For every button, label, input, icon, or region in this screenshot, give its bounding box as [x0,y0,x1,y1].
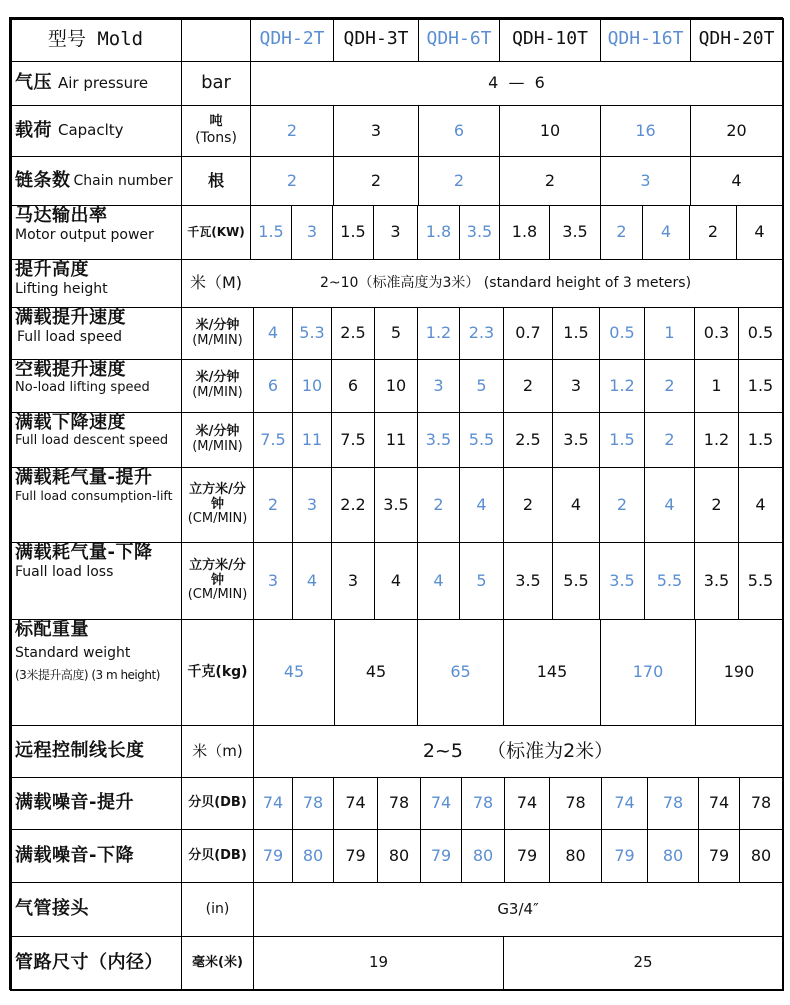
consumption-lower-cell: 4 [374,542,418,620]
consumption-lower-cell: 5 [459,542,504,620]
descent-speed-cell: 7.5 [331,412,375,468]
capacity-20t: 20 [690,105,783,157]
row-label-noise-lower: 满载噪音-下降 [9,829,182,883]
motor-cell: 3.5 [459,205,500,260]
descent-speed-cell: 3.5 [417,412,460,468]
row-label-consumption-lift: 满载耗气量-提升 Full load consumption-lift [9,467,182,543]
unit-noise-lift: 分贝(DB) [181,777,254,830]
full-load-speed-cell: 0.7 [503,307,553,360]
noise-lower-cell: 79 [698,829,740,883]
no-load-speed-cell: 6 [253,359,293,413]
noise-lift-cell: 78 [461,777,505,830]
unit-remote-cable: 米（m) [181,725,254,778]
consumption-lower-cell: 3 [253,542,293,620]
noise-lift-cell: 74 [253,777,293,830]
motor-cell: 1.5 [332,205,374,260]
consumption-lift-cell: 3.5 [374,467,418,543]
consumption-lower-cell: 3 [331,542,375,620]
descent-speed-cell: 2 [644,412,695,468]
chain-16t: 3 [600,156,691,206]
consumption-lower-cell: 5.5 [644,542,695,620]
no-load-speed-cell: 10 [374,359,418,413]
no-load-speed-cell: 2 [644,359,695,413]
value-air-fitting: G3/4″ [253,882,783,937]
consumption-lift-cell: 2 [599,467,645,543]
row-label-remote-cable: 远程控制线长度 [9,725,182,778]
value-air-pressure: 4 — 6 [250,61,783,106]
noise-lift-cell: 74 [333,777,378,830]
noise-lower-cell: 79 [333,829,378,883]
full-load-speed-cell: 5 [374,307,418,360]
row-label-motor-power: 马达输出率 Motor output power [9,205,182,260]
motor-cell: 1.8 [417,205,460,260]
noise-lower-cell: 80 [647,829,699,883]
noise-lift-cell: 78 [292,777,334,830]
descent-speed-cell: 1.5 [738,412,783,468]
value-remote-cable: 2~5 （标准为2米） [253,725,783,778]
row-label-full-load-speed: 满载提升速度 Full load speed [9,307,182,360]
unit-motor-power: 千瓦(KW) [181,205,251,260]
no-load-speed-cell: 3 [552,359,600,413]
unit-consumption-lift: 立方米/分钟 (CM/MIN) [181,467,254,543]
consumption-lift-cell: 2 [417,467,460,543]
no-load-speed-cell: 1 [694,359,739,413]
pipe-size-large: 25 [503,936,783,990]
consumption-lift-cell: 2 [694,467,739,543]
unit-air-pressure: bar [181,61,251,106]
consumption-lift-cell: 2.2 [331,467,375,543]
weight-16t: 170 [600,619,696,726]
motor-cell: 4 [642,205,690,260]
consumption-lower-cell: 3.5 [503,542,553,620]
full-load-speed-cell: 2.3 [459,307,504,360]
motor-cell: 3 [291,205,333,260]
noise-lower-cell: 79 [504,829,550,883]
consumption-lift-cell: 2 [253,467,293,543]
unit-air-fitting: (in) [181,882,254,937]
unit-descent-speed: 米/分钟 (M/MIN) [181,412,254,468]
header-unit-blank [181,17,251,62]
weight-2t: 45 [253,619,335,726]
unit-lifting-height: 米（M) [190,273,243,293]
descent-speed-cell: 1.5 [599,412,645,468]
capacity-3t: 3 [333,105,419,157]
consumption-lower-cell: 4 [292,542,332,620]
capacity-2t: 2 [250,105,334,157]
consumption-lower-cell: 5.5 [552,542,600,620]
chain-20t: 4 [690,156,783,206]
no-load-speed-cell: 3 [417,359,460,413]
consumption-lower-cell: 3.5 [599,542,645,620]
full-load-speed-cell: 1.2 [417,307,460,360]
header-model-6t: QDH-6T [418,17,500,62]
full-load-speed-cell: 1 [644,307,695,360]
motor-cell: 2 [689,205,737,260]
capacity-10t: 10 [499,105,601,157]
weight-6t: 65 [417,619,504,726]
noise-lower-cell: 80 [292,829,334,883]
noise-lower-cell: 80 [549,829,602,883]
no-load-speed-cell: 10 [292,359,332,413]
weight-3t: 45 [334,619,418,726]
consumption-lower-cell: 5.5 [738,542,783,620]
no-load-speed-cell: 5 [459,359,504,413]
consumption-lift-cell: 2 [503,467,553,543]
consumption-lift-cell: 4 [644,467,695,543]
motor-cell: 1.8 [499,205,550,260]
motor-cell: 1.5 [250,205,292,260]
noise-lower-cell: 80 [739,829,783,883]
full-load-speed-cell: 2.5 [331,307,375,360]
noise-lower-cell: 79 [253,829,293,883]
row-label-pipe-size: 管路尺寸（内径） [9,936,182,990]
chain-6t: 2 [418,156,500,206]
row-label-descent-speed: 满载下降速度 Full load descent speed [9,412,182,468]
noise-lift-cell: 74 [420,777,462,830]
noise-lower-cell: 80 [377,829,421,883]
row-label-lifting-height: 提升高度 Lifting height [9,259,182,308]
row-label-air-pressure: 气压 Air pressure [9,61,182,106]
descent-speed-cell: 11 [292,412,332,468]
descent-speed-cell: 11 [374,412,418,468]
chain-10t: 2 [499,156,601,206]
weight-10t: 145 [503,619,601,726]
value-lifting-height: 2~10（标准高度为3米） (standard height of 3 meters) [320,275,692,292]
noise-lift-cell: 78 [549,777,602,830]
row-label-capacity: 载荷 Capaclty [9,105,182,157]
descent-speed-cell: 2.5 [503,412,553,468]
full-load-speed-cell: 0.5 [738,307,783,360]
full-load-speed-cell: 1.5 [552,307,600,360]
row-label-standard-weight: 标配重量 Standard weight (3米提升高度) (3 m height) [9,619,182,726]
unit-standard-weight: 千克(kg) [181,619,254,726]
unit-no-load-speed: 米/分钟 (M/MIN) [181,359,254,413]
unit-pipe-size: 毫米(米) [181,936,254,990]
descent-speed-cell: 7.5 [253,412,293,468]
descent-speed-cell: 1.2 [694,412,739,468]
unit-capacity: 吨 (Tons) [181,105,251,157]
descent-speed-cell: 3.5 [552,412,600,468]
unit-consumption-lower: 立方米/分钟 (CM/MIN) [181,542,254,620]
full-load-speed-cell: 0.5 [599,307,645,360]
unit-full-load-speed: 米/分钟 (M/MIN) [181,307,254,360]
consumption-lift-cell: 4 [552,467,600,543]
consumption-lower-cell: 4 [417,542,460,620]
noise-lower-cell: 79 [601,829,648,883]
unit-noise-lower: 分贝(DB) [181,829,254,883]
header-model-3t: QDH-3T [333,17,419,62]
capacity-16t: 16 [600,105,691,157]
full-load-speed-cell: 0.3 [694,307,739,360]
header-model-10t: QDH-10T [499,17,601,62]
noise-lower-cell: 80 [461,829,505,883]
header-model-2t: QDH-2T [250,17,334,62]
header-model-20t: QDH-20T [690,17,783,62]
noise-lift-cell: 74 [504,777,550,830]
noise-lift-cell: 78 [739,777,783,830]
noise-lift-cell: 78 [647,777,699,830]
row-label-noise-lift: 满载噪音-提升 [9,777,182,830]
consumption-lower-cell: 3.5 [694,542,739,620]
full-load-speed-cell: 4 [253,307,293,360]
row-label-consumption-lower: 满载耗气量-下降 Fuall load loss [9,542,182,620]
motor-cell: 2 [600,205,643,260]
chain-2t: 2 [250,156,334,206]
pipe-size-small: 19 [253,936,504,990]
weight-20t: 190 [695,619,783,726]
motor-cell: 4 [736,205,783,260]
noise-lift-cell: 74 [601,777,648,830]
lifting-height-merged [181,259,783,308]
consumption-lift-cell: 3 [292,467,332,543]
consumption-lift-cell: 4 [459,467,504,543]
descent-speed-cell: 5.5 [459,412,504,468]
no-load-speed-cell: 1.5 [738,359,783,413]
no-load-speed-cell: 2 [503,359,553,413]
capacity-6t: 6 [418,105,500,157]
full-load-speed-cell: 5.3 [292,307,332,360]
header-model-label: 型号 Mold [9,17,182,62]
row-label-chain-number: 链条数 Chain number [9,156,182,206]
noise-lift-cell: 78 [377,777,421,830]
noise-lower-cell: 79 [420,829,462,883]
row-label-no-load-speed: 空载提升速度 No-load lifting speed [9,359,182,413]
noise-lift-cell: 74 [698,777,740,830]
chain-3t: 2 [333,156,419,206]
unit-chain-number: 根 [181,156,251,206]
consumption-lift-cell: 4 [738,467,783,543]
motor-cell: 3 [373,205,418,260]
motor-cell: 3.5 [549,205,601,260]
no-load-speed-cell: 6 [331,359,375,413]
header-model-16t: QDH-16T [600,17,691,62]
row-label-air-fitting: 气管接头 [9,882,182,937]
no-load-speed-cell: 1.2 [599,359,645,413]
